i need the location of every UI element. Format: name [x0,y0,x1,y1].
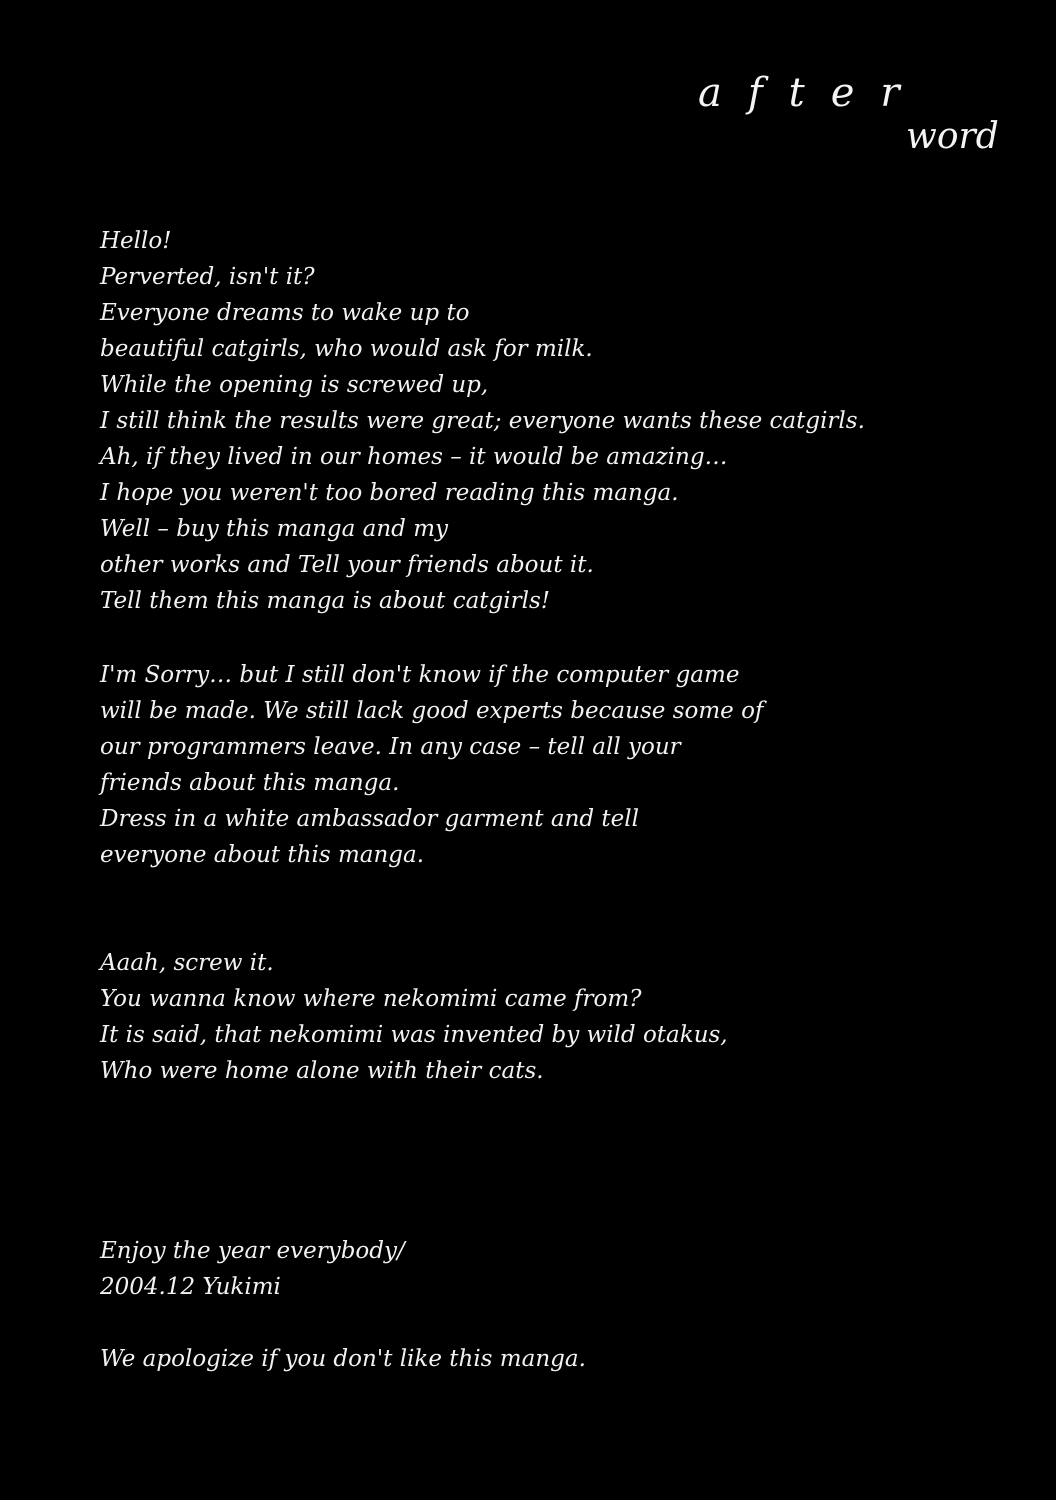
heading-word: word [906,116,999,157]
paragraph2-line: Dress in a white ambassador garment and tell [100,806,639,832]
paragraph2-line: I'm Sorry… but I still don't know if the computer game [100,662,740,688]
heading-after: after [698,70,926,116]
paragraph1-line: I hope you weren't too bored reading this manga. [100,480,679,506]
paragraph2-line: our programmers leave. In any case – tell all your [100,734,681,760]
paragraph1-line: beautiful catgirls, who would ask for milk. [100,336,593,362]
paragraph1-line: Hello! [100,228,172,254]
closing-line: We apologize if you don't like this manga. [100,1346,586,1372]
paragraph1-line: Well – buy this manga and my [100,516,449,542]
paragraph2-line: everyone about this manga. [100,842,425,868]
paragraph3-line: Aaah, screw it. [100,950,274,976]
paragraph2-line: will be made. We still lack good experts because some of [100,698,764,724]
paragraph3-line: You wanna know where nekomimi came from? [100,986,642,1012]
paragraph1-line: Perverted, isn't it? [100,264,315,290]
signature-line: Enjoy the year everybody/ [100,1238,405,1264]
paragraph1-line: Tell them this manga is about catgirls! [100,588,551,614]
signature-line: 2004.12 Yukimi [100,1274,281,1300]
paragraph3-line: Who were home alone with their cats. [100,1058,544,1084]
paragraph1-line: Everyone dreams to wake up to [100,300,470,326]
paragraph1-line: While the opening is screwed up, [100,372,489,398]
paragraph3-line: It is said, that nekomimi was invented by wild otakus, [100,1022,728,1048]
paragraph1-line: other works and Tell your friends about it. [100,552,594,578]
paragraph1-line: Ah, if they lived in our homes – it would be amazing… [100,444,728,470]
paragraph1-line: I still think the results were great; everyone wants these catgirls. [100,408,865,434]
paragraph2-line: friends about this manga. [100,770,400,796]
